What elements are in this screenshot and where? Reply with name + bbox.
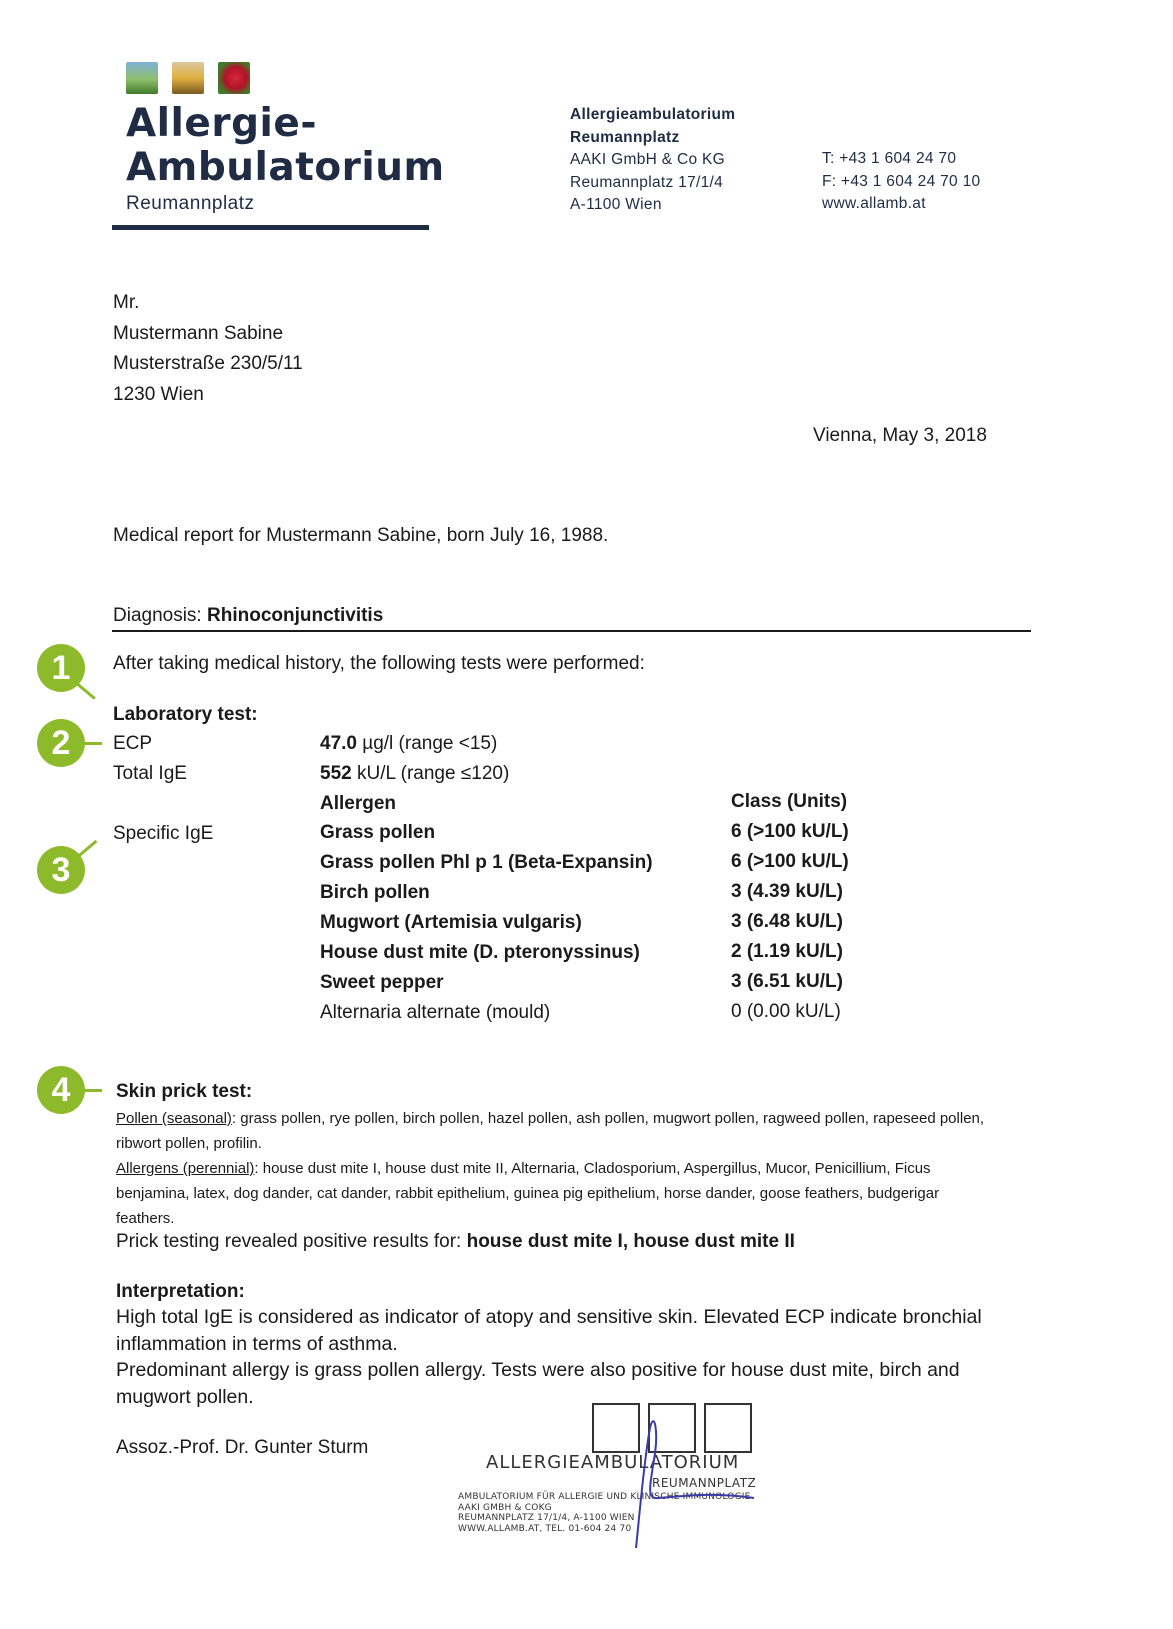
interpretation-heading: Interpretation: [116, 1281, 245, 1302]
allergen-class: 2 (1.19 kU/L) [731, 941, 843, 962]
specific-ige-label: Specific IgE [113, 823, 214, 844]
tree-icon [126, 62, 158, 94]
ecp-range: µg/l (range <15) [356, 733, 498, 754]
recipient-salutation: Mr. [113, 292, 140, 313]
fax-number: F: +43 1 604 24 70 10 [822, 172, 981, 190]
skin-prick-result [116, 1231, 795, 1253]
logo-icons [126, 62, 250, 94]
allergen-name: Alternaria alternate (mould) [320, 1002, 551, 1023]
ecp-label: ECP [113, 733, 153, 754]
ecp-value [320, 729, 497, 759]
skin-prick-panels [116, 1106, 996, 1231]
marker-3-pointer [77, 840, 97, 858]
letter-date: Vienna, May 3, 2018 [813, 425, 987, 446]
ige-value [320, 759, 509, 789]
marker-2: 2 [37, 719, 85, 767]
intro-text: After taking medical history, the following tests were performed: [113, 653, 645, 674]
recipient-name: Mustermann Sabine [113, 322, 284, 344]
brand-rule [112, 225, 429, 230]
signature-icon [454, 1400, 774, 1550]
perennial-panel [116, 1156, 996, 1231]
marker-1: 1 [37, 644, 85, 692]
diagnosis [113, 605, 383, 627]
ige-number: 552 [320, 763, 352, 784]
marker-4: 4 [37, 1066, 85, 1114]
flower-icon [218, 62, 250, 94]
signer-name: Assoz.-Prof. Dr. Gunter Sturm [116, 1437, 369, 1458]
class-header: Class (Units) [731, 791, 848, 812]
stamp-name: ALLERGIEAMBULATORIUM [486, 1452, 740, 1473]
allergen-class: 6 (>100 kU/L) [731, 851, 849, 872]
perennial-label: Allergens (perennial) [116, 1160, 255, 1177]
marker-2-pointer [84, 742, 102, 745]
diagnosis-value: Rhinoconjunctivitis [207, 605, 384, 626]
stamp-details: AMBULATORIUM FÜR ALLERGIE UND KLINISCHE IMMUNOLOGIE AAKI GMBH & COKG REUMANNPLATZ 17/1/4, A-1100 WIEN WWW.ALLAMB.AT, TEL. 01-604 24 70 [458, 1492, 751, 1534]
clinic-stamp [454, 1400, 774, 1550]
address-line: Reumannplatz 17/1/4 [570, 173, 724, 191]
allergen-name: Grass pollen [320, 822, 436, 843]
marker-4-pointer [84, 1089, 102, 1092]
allergen-name: Grass pollen Phl p 1 (Beta-Expansin) [320, 852, 653, 873]
ige-label: Total IgE [113, 763, 187, 784]
marker-3: 3 [37, 846, 85, 894]
interpretation-paragraph: Predominant allergy is grass pollen allergy. Tests were also positive for house dust mite, birch and mugwort pollen. [116, 1359, 960, 1408]
allergen-class: 3 (6.51 kU/L) [731, 971, 843, 992]
allergen-class: 6 (>100 kU/L) [731, 821, 849, 842]
allergen-header: Allergen [320, 793, 397, 814]
allergen-name: House dust mite (D. pteronyssinus) [320, 942, 640, 963]
report-subject: Medical report for Mustermann Sabine, born July 16, 1988. [113, 525, 609, 546]
pollen-label: Pollen (seasonal) [116, 1110, 232, 1127]
pollen-list: : grass pollen, rye pollen, birch pollen, hazel pollen, ash pollen, mugwort pollen, ragweed pollen, rapeseed pollen, ribwort pollen, profilin. [116, 1110, 985, 1152]
perennial-list: : house dust mite I, house dust mite II, Alternaria, Cladosporium, Aspergillus, Mucor, Penicillium, Ficus benjamina, latex, dog dander, cat dander, rabbit epithelium, guinea pig epithelium, horse dander, goose feathers, budgerigar feathers. [116, 1160, 940, 1227]
result-value: house dust mite I, house dust mite II [466, 1231, 795, 1252]
allergen-class: 3 (4.39 kU/L) [731, 881, 843, 902]
result-prefix: Prick testing revealed positive results for: [116, 1231, 467, 1252]
website: www.allamb.at [822, 195, 926, 212]
allergen-name: Mugwort (Artemisia vulgaris) [320, 912, 582, 933]
brand-subtitle: Reumannplatz [126, 193, 255, 214]
allergen-class: 3 (6.48 kU/L) [731, 911, 843, 932]
lab-heading: Laboratory test: [113, 704, 258, 725]
clinic-contact [822, 148, 980, 216]
address-line: Allergieambulatorium [570, 106, 736, 123]
diagnosis-label: Diagnosis: [113, 605, 207, 626]
recipient-city: 1230 Wien [113, 383, 204, 405]
ige-range: kU/L (range ≤120) [351, 763, 510, 784]
brand-title: Allergie- Ambulatorium [126, 101, 445, 190]
allergen-name: Sweet pepper [320, 972, 444, 993]
bee-icon [172, 62, 204, 94]
recipient-street: Musterstraße 230/5/11 [113, 353, 303, 374]
allergen-class: 0 (0.00 kU/L) [731, 1001, 841, 1022]
clinic-address [570, 104, 735, 217]
address-line: A-1100 Wien [570, 196, 662, 213]
address-line: AAKI GmbH & Co KG [570, 151, 725, 168]
stamp-location: REUMANNPLATZ [652, 1476, 757, 1490]
allergen-name: Birch pollen [320, 882, 430, 903]
recipient-address [113, 288, 303, 410]
diagnosis-rule [112, 630, 1031, 632]
phone-number: T: +43 1 604 24 70 [822, 150, 957, 167]
interpretation-text [116, 1304, 996, 1410]
pollen-panel [116, 1106, 996, 1156]
ecp-number: 47.0 [320, 733, 357, 754]
interpretation-paragraph: High total IgE is considered as indicator of atopy and sensitive skin. Elevated ECP indicate bronchial inflammation in terms of asthma. [116, 1306, 982, 1355]
skin-prick-heading: Skin prick test: [116, 1081, 253, 1102]
marker-1-pointer [77, 683, 96, 699]
address-line: Reumannplatz [570, 128, 680, 146]
